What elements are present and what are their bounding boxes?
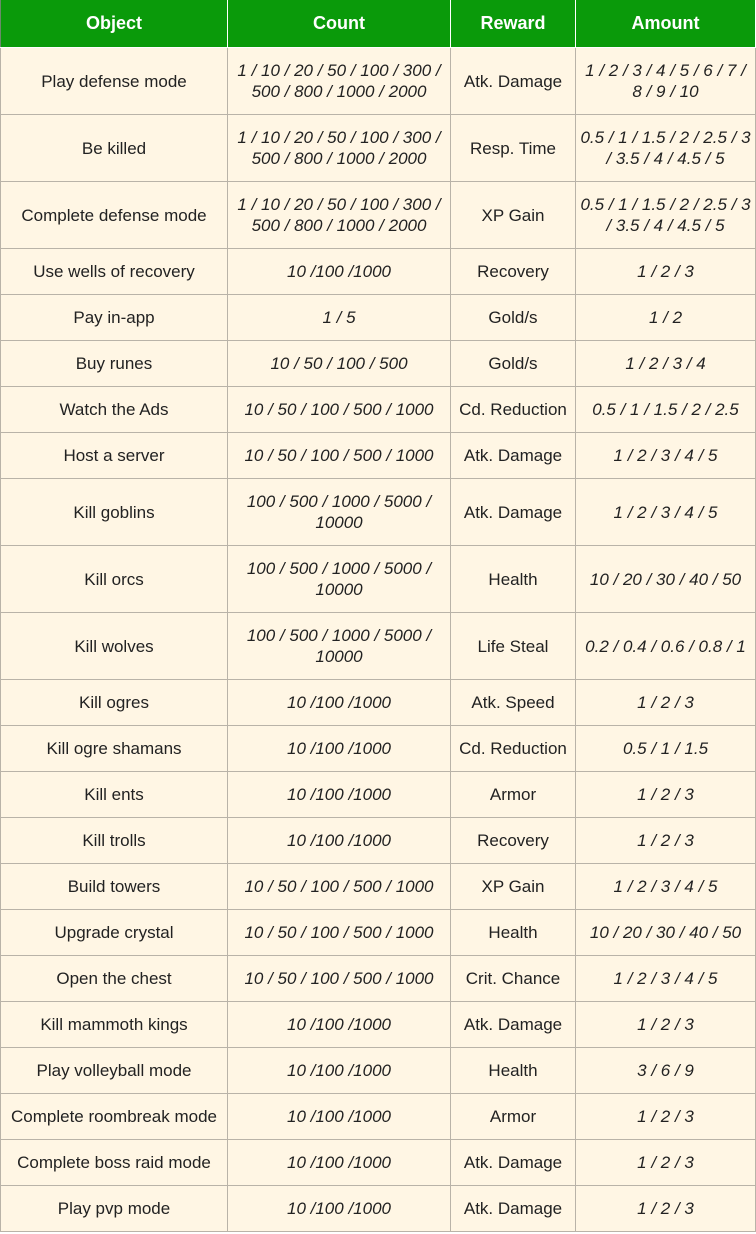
header-row [1,0,756,48]
reward-cell: Cd. Reduction [451,387,576,433]
table-row [1,1048,756,1094]
object-cell: Use wells of recovery [1,249,228,295]
table-row [1,613,756,680]
count-cell: 10 /100 /1000 [228,772,451,818]
count-cell: 100 / 500 / 1000 / 5000 / 10000 [228,479,451,546]
object-cell: Kill orcs [1,546,228,613]
table-row [1,341,756,387]
count-cell: 1 / 5 [228,295,451,341]
reward-cell: Recovery [451,818,576,864]
table-row [1,1094,756,1140]
amount-cell: 0.2 / 0.4 / 0.6 / 0.8 / 1 [576,613,756,680]
reward-cell: Health [451,910,576,956]
object-cell: Kill ents [1,772,228,818]
count-cell: 10 /100 /1000 [228,1186,451,1232]
table-row [1,818,756,864]
count-cell: 100 / 500 / 1000 / 5000 / 10000 [228,546,451,613]
table-row [1,772,756,818]
object-cell: Watch the Ads [1,387,228,433]
amount-cell: 0.5 / 1 / 1.5 / 2 / 2.5 / 3 / 3.5 / 4 / 4.5 / 5 [576,182,756,249]
object-cell: Complete boss raid mode [1,1140,228,1186]
reward-cell: Recovery [451,249,576,295]
object-cell: Play pvp mode [1,1186,228,1232]
table-row [1,1186,756,1232]
amount-cell: 1 / 2 / 3 / 4 / 5 [576,956,756,1002]
table-row [1,726,756,772]
amount-cell: 1 / 2 / 3 [576,772,756,818]
table-row [1,680,756,726]
amount-cell: 1 / 2 / 3 [576,818,756,864]
object-cell: Buy runes [1,341,228,387]
reward-cell: Cd. Reduction [451,726,576,772]
table-row [1,910,756,956]
object-cell: Build towers [1,864,228,910]
object-cell: Complete roombreak mode [1,1094,228,1140]
reward-cell: Atk. Damage [451,1186,576,1232]
object-cell: Kill goblins [1,479,228,546]
table-row [1,479,756,546]
header-amount: Amount [576,0,756,48]
reward-cell: XP Gain [451,182,576,249]
table-row [1,115,756,182]
count-cell: 10 /100 /1000 [228,1140,451,1186]
count-cell: 10 /100 /1000 [228,249,451,295]
object-cell: Complete defense mode [1,182,228,249]
count-cell: 10 / 50 / 100 / 500 / 1000 [228,864,451,910]
object-cell: Kill trolls [1,818,228,864]
table-row [1,546,756,613]
amount-cell: 1 / 2 / 3 / 4 [576,341,756,387]
table-row [1,295,756,341]
amount-cell: 10 / 20 / 30 / 40 / 50 [576,546,756,613]
count-cell: 10 /100 /1000 [228,1094,451,1140]
reward-cell: Life Steal [451,613,576,680]
amount-cell: 1 / 2 / 3 / 4 / 5 [576,864,756,910]
amount-cell: 1 / 2 / 3 [576,680,756,726]
header-count: Count [228,0,451,48]
object-cell: Kill ogres [1,680,228,726]
table-row [1,48,756,115]
object-cell: Kill wolves [1,613,228,680]
count-cell: 10 / 50 / 100 / 500 / 1000 [228,956,451,1002]
reward-cell: Atk. Damage [451,1002,576,1048]
amount-cell: 1 / 2 / 3 [576,249,756,295]
amount-cell: 1 / 2 / 3 / 4 / 5 [576,479,756,546]
table-row [1,387,756,433]
count-cell: 10 /100 /1000 [228,726,451,772]
table-row [1,182,756,249]
object-cell: Upgrade crystal [1,910,228,956]
object-cell: Kill mammoth kings [1,1002,228,1048]
header-reward: Reward [451,0,576,48]
count-cell: 1 / 10 / 20 / 50 / 100 / 300 / 500 / 800 / 1000 / 2000 [228,48,451,115]
table-row [1,1140,756,1186]
amount-cell: 1 / 2 / 3 [576,1140,756,1186]
object-cell: Play defense mode [1,48,228,115]
amount-cell: 0.5 / 1 / 1.5 [576,726,756,772]
amount-cell: 0.5 / 1 / 1.5 / 2 / 2.5 / 3 / 3.5 / 4 / 4.5 / 5 [576,115,756,182]
amount-cell: 1 / 2 / 3 [576,1002,756,1048]
reward-cell: Crit. Chance [451,956,576,1002]
count-cell: 10 / 50 / 100 / 500 [228,341,451,387]
count-cell: 1 / 10 / 20 / 50 / 100 / 300 / 500 / 800 / 1000 / 2000 [228,115,451,182]
table-row [1,956,756,1002]
reward-cell: Gold/s [451,295,576,341]
object-cell: Play volleyball mode [1,1048,228,1094]
amount-cell: 1 / 2 / 3 / 4 / 5 [576,433,756,479]
reward-cell: Atk. Damage [451,433,576,479]
reward-cell: Gold/s [451,341,576,387]
object-cell: Host a server [1,433,228,479]
object-cell: Be killed [1,115,228,182]
reward-cell: XP Gain [451,864,576,910]
amount-cell: 3 / 6 / 9 [576,1048,756,1094]
amount-cell: 1 / 2 / 3 [576,1094,756,1140]
count-cell: 1 / 10 / 20 / 50 / 100 / 300 / 500 / 800 / 1000 / 2000 [228,182,451,249]
table-row [1,1002,756,1048]
amount-cell: 1 / 2 [576,295,756,341]
count-cell: 10 / 50 / 100 / 500 / 1000 [228,387,451,433]
object-cell: Open the chest [1,956,228,1002]
reward-cell: Health [451,1048,576,1094]
table-row [1,249,756,295]
count-cell: 10 /100 /1000 [228,680,451,726]
amount-cell: 1 / 2 / 3 [576,1186,756,1232]
reward-cell: Armor [451,1094,576,1140]
table-row [1,864,756,910]
amount-cell: 10 / 20 / 30 / 40 / 50 [576,910,756,956]
count-cell: 10 /100 /1000 [228,818,451,864]
reward-cell: Health [451,546,576,613]
reward-cell: Atk. Damage [451,1140,576,1186]
amount-cell: 1 / 2 / 3 / 4 / 5 / 6 / 7 / 8 / 9 / 10 [576,48,756,115]
reward-cell: Armor [451,772,576,818]
reward-cell: Atk. Damage [451,479,576,546]
reward-cell: Atk. Speed [451,680,576,726]
count-cell: 10 /100 /1000 [228,1002,451,1048]
count-cell: 10 /100 /1000 [228,1048,451,1094]
table-row [1,433,756,479]
reward-cell: Atk. Damage [451,48,576,115]
count-cell: 10 / 50 / 100 / 500 / 1000 [228,910,451,956]
object-cell: Kill ogre shamans [1,726,228,772]
amount-cell: 0.5 / 1 / 1.5 / 2 / 2.5 [576,387,756,433]
reward-cell: Resp. Time [451,115,576,182]
header-object: Object [1,0,228,48]
count-cell: 100 / 500 / 1000 / 5000 / 10000 [228,613,451,680]
count-cell: 10 / 50 / 100 / 500 / 1000 [228,433,451,479]
object-cell: Pay in-app [1,295,228,341]
